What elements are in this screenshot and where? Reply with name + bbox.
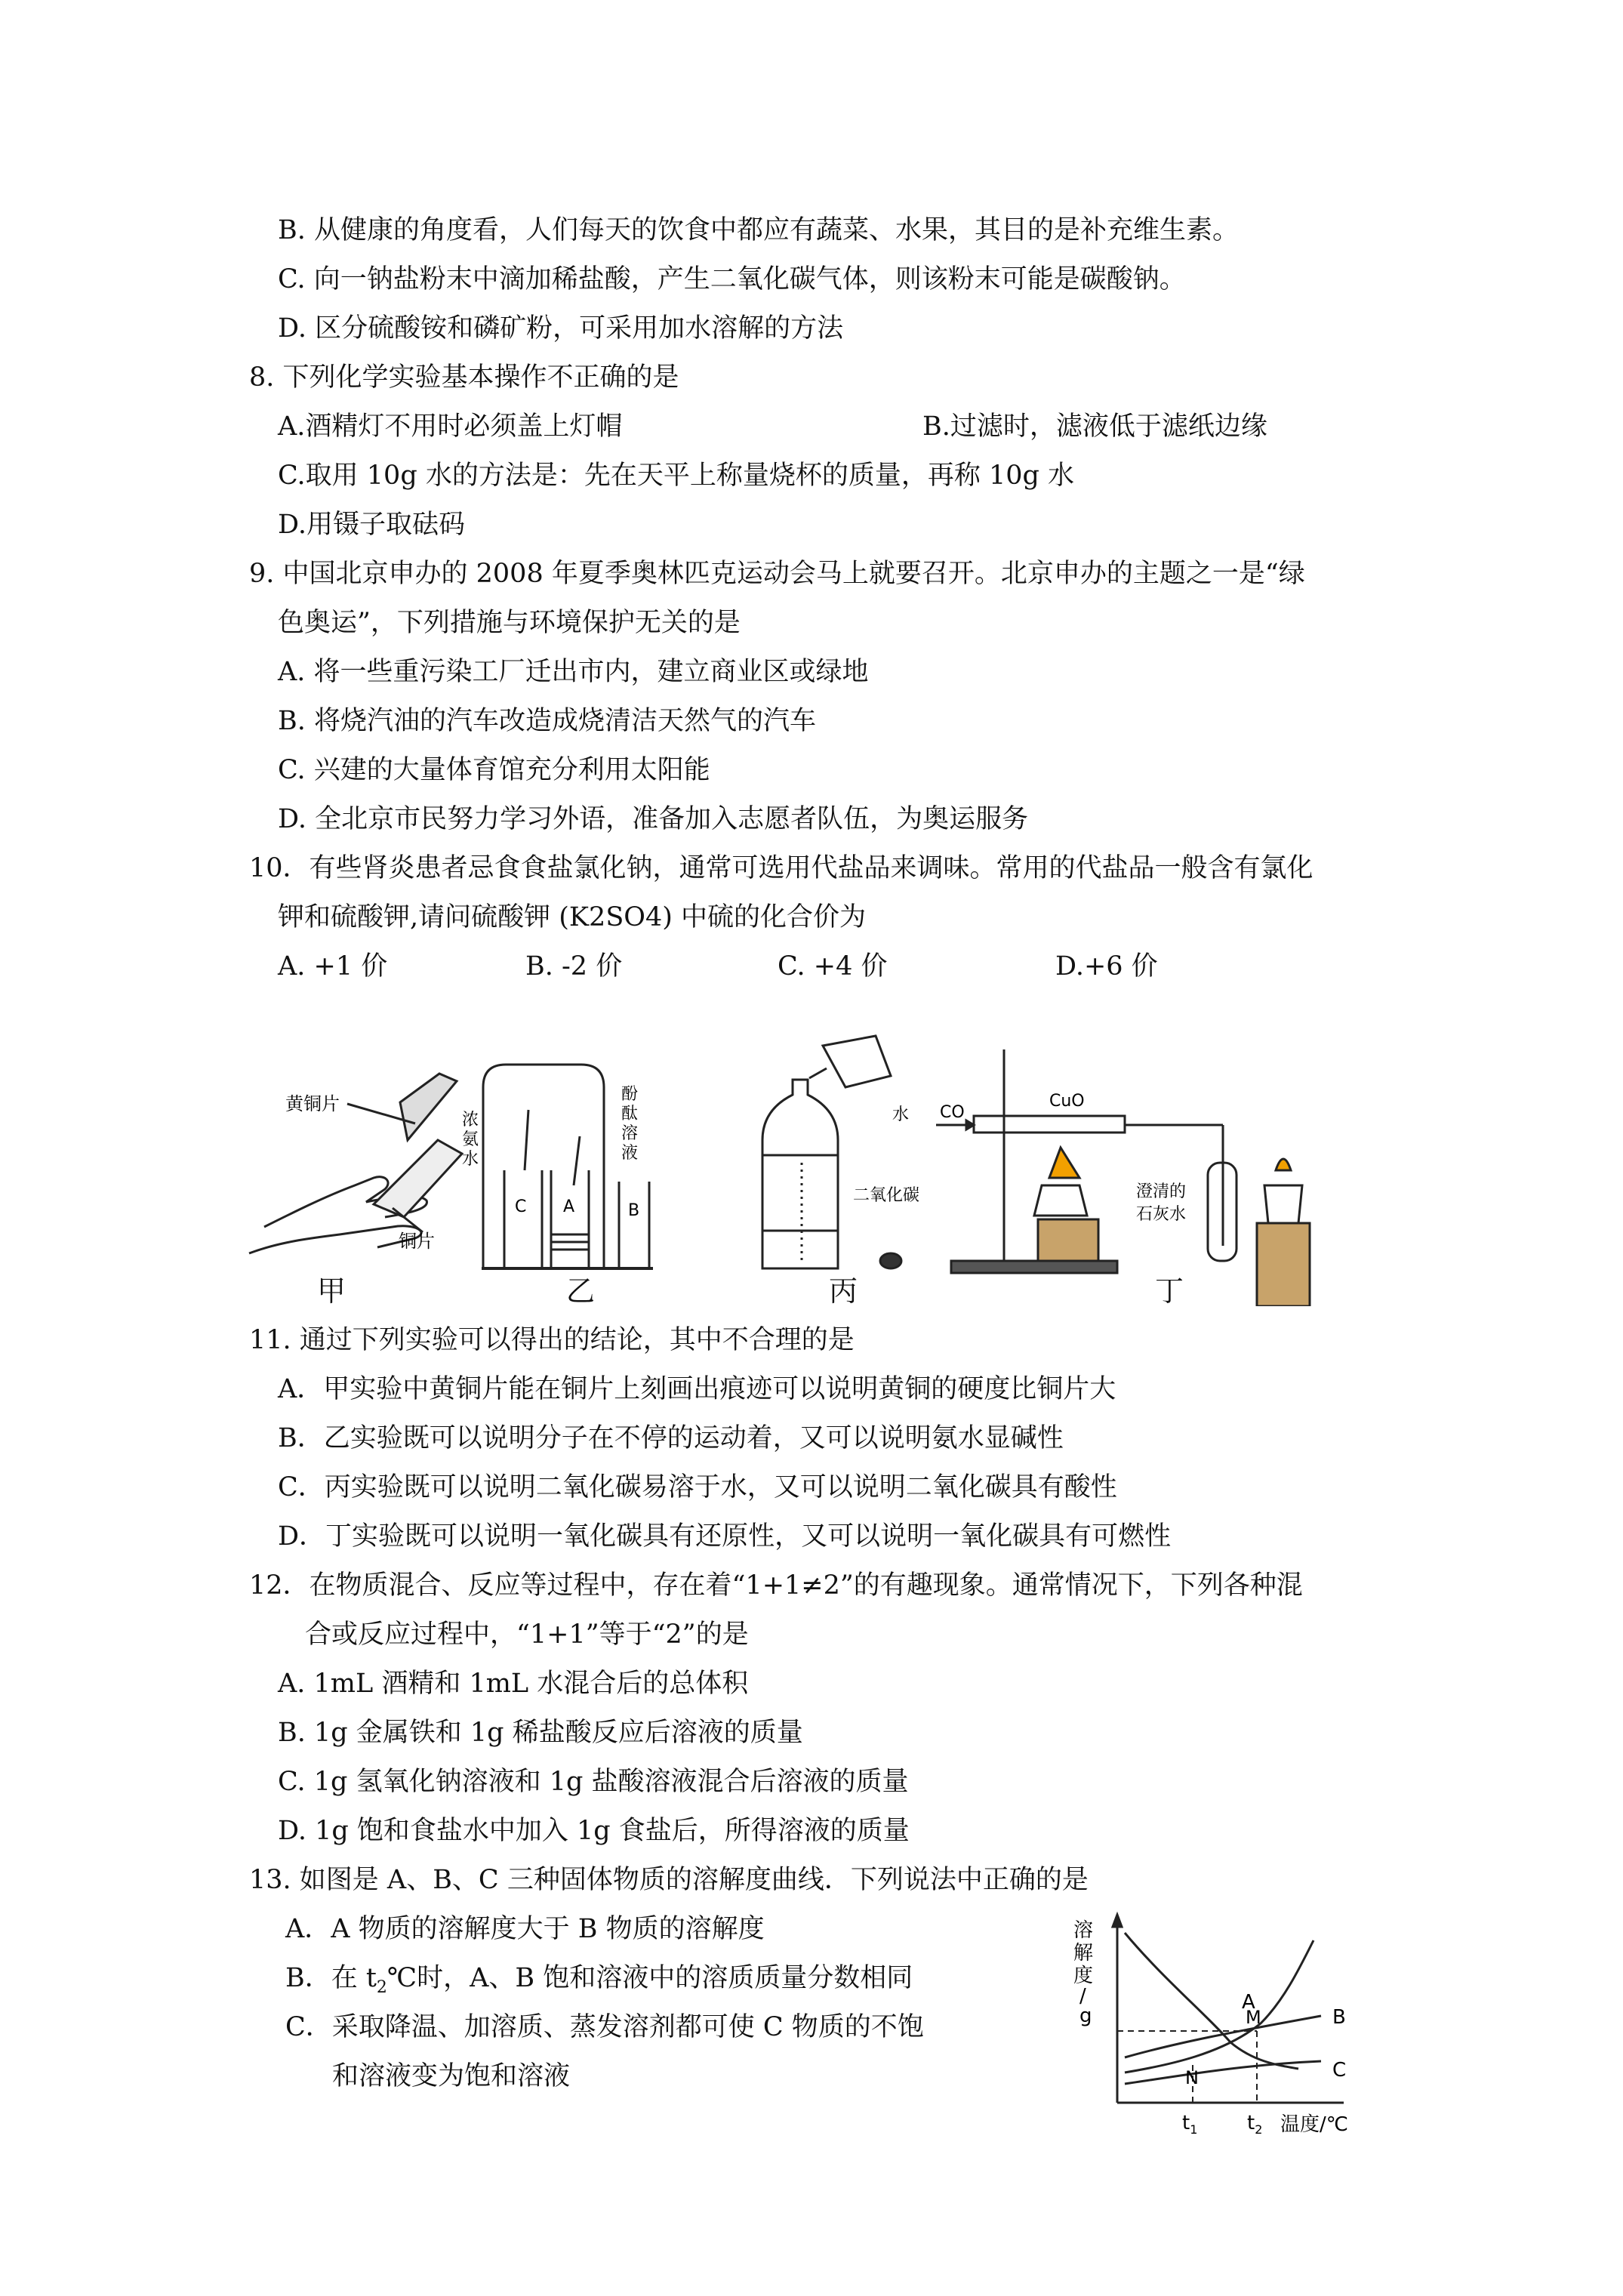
q7-option-c: C. 向一钠盐粉末中滴加稀盐酸，产生二氧化碳气体，则该粉末可能是碳酸钠。 [278, 264, 1186, 294]
caption-yi: 乙 [566, 1274, 596, 1308]
x-axis-label: 温度/℃ [1280, 2113, 1348, 2136]
beaker-a-label: A [563, 1197, 575, 1216]
q10-option-b: B. -2 价 [525, 951, 623, 982]
tick-t1: $t_1$ [1182, 2112, 1198, 2137]
y-label-5: g [1079, 2005, 1092, 2027]
q13-option-c-line1: C．采取降温、加溶质、蒸发溶剂都可使 C 物质的不饱 [285, 2012, 924, 2042]
q10-option-c: C. +4 价 [778, 951, 888, 982]
label-nonganshui [462, 1111, 484, 1169]
label-huangtongpian: 黄铜片 [285, 1093, 340, 1114]
label-cuo: CuO [1049, 1092, 1085, 1111]
y-label-1: 溶 [1073, 1919, 1094, 1942]
q11-option-b: B．乙实验既可以说明分子在不停的运动着，又可以说明氨水显碱性 [278, 1423, 1064, 1453]
q13-option-b-pre: B．在 t [285, 1963, 377, 1993]
curve-a [1125, 1940, 1313, 2073]
y-label-3: 度 [1073, 1965, 1094, 1987]
beaker-c-label: C [515, 1197, 527, 1216]
q11-stem: 11. 通过下列实验可以得出的结论，其中不合理的是 [249, 1325, 855, 1355]
experiment-figures [242, 1034, 1351, 1306]
q12-option-b: B. 1g 金属铁和 1g 稀盐酸反应后溶液的质量 [278, 1718, 803, 1748]
label-chengqing: 澄清的 [1136, 1182, 1187, 1201]
curve-c-label: C [1332, 2059, 1347, 2082]
nonganshui-line1: 浓 [462, 1111, 479, 1130]
q10-option-a: A. +1 价 [278, 951, 388, 982]
q10-stem-line1: 10．有些肾炎患者忌食食盐氯化钠，通常可选用代盐品来调味。常用的代盐品一般含有氯化 [249, 853, 1313, 883]
q12-option-a: A. 1mL 酒精和 1mL 水混合后的总体积 [278, 1669, 749, 1699]
curve-a-label: A [1242, 1991, 1255, 2014]
q12-stem-line1: 12．在物质混合、反应等过程中，存在着“1+1≠2”的有趣现象。通常情况下，下列各种混 [249, 1570, 1303, 1601]
y-label-4: / [1079, 1985, 1086, 2008]
label-shui: 水 [892, 1105, 910, 1124]
nonganshui-line3: 水 [462, 1150, 479, 1169]
figure-jia-hands [249, 1074, 462, 1253]
q13-option-c-line2: 和溶液变为饱和溶液 [332, 2061, 571, 2091]
curve-b [1125, 2016, 1321, 2057]
q13-option-a: A．A 物质的溶解度大于 B 物质的溶解度 [285, 1914, 765, 1944]
q8-stem: 8. 下列化学实验基本操作不正确的是 [249, 362, 679, 393]
q7-option-b: B. 从健康的角度看，人们每天的饮食中都应有蔬菜、水果，其目的是补充维生素。 [278, 215, 1239, 245]
y-label-2: 解 [1073, 1942, 1094, 1965]
label-shihuishui: 石灰水 [1136, 1205, 1187, 1224]
q8-option-a: A.酒精灯不用时必须盖上灯帽 [278, 411, 623, 442]
q11-option-c: C．丙实验既可以说明二氧化碳易溶于水，又可以说明二氧化碳具有酸性 [278, 1472, 1117, 1502]
caption-jia: 甲 [317, 1274, 346, 1308]
q9-option-c: C. 兴建的大量体育馆充分利用太阳能 [278, 755, 710, 785]
q13-option-b [285, 1962, 913, 2005]
q9-option-d: D. 全北京市民努力学习外语，准备加入志愿者队伍，为奥运服务 [278, 804, 1029, 834]
q12-option-d: D. 1g 饱和食盐水中加入 1g 食盐后，所得溶液的质量 [278, 1816, 910, 1846]
label-eryanghuatan: 二氧化碳 [853, 1186, 920, 1205]
q9-stem-line1: 9. 中国北京申办的 2008 年夏季奥林匹克运动会马上就要召开。北京申办的主题之一是“绿 [249, 559, 1305, 589]
q7-option-d: D. 区分硫酸铵和磷矿粉，可采用加水溶解的方法 [278, 313, 844, 344]
q9-stem-line2: 色奥运”，下列措施与环境保护无关的是 [278, 608, 741, 638]
q10-stem-line2: 钾和硫酸钾,请问硫酸钾 (K2SO4) 中硫的化合价为 [278, 902, 867, 932]
beaker-b-label: B [628, 1201, 640, 1220]
q11-option-a: A．甲实验中黄铜片能在铜片上刻画出痕迹可以说明黄铜的硬度比铜片大 [278, 1374, 1116, 1404]
solubility-curve-chart [1072, 1910, 1389, 2152]
curve-c [1125, 2061, 1321, 2084]
curve-c-upper [1125, 1933, 1298, 2069]
label-co: CO [940, 1103, 965, 1122]
q8-option-c: C.取用 10g 水的方法是：先在天平上称量烧杯的质量，再称 10g 水 [278, 461, 1075, 491]
tick-t2: $t_2$ [1247, 2112, 1263, 2137]
caption-bing: 丙 [829, 1274, 858, 1308]
q13-option-b-sub: 2 [376, 1978, 387, 1997]
q9-option-a: A. 将一些重污染工厂迁出市内，建立商业区或绿地 [278, 657, 869, 687]
y-axis-arrow [1113, 1915, 1122, 1927]
label-fentai: 酚 酞 溶 液 [621, 1085, 639, 1163]
figure-ding-apparatus [936, 1049, 1310, 1306]
q12-option-c: C. 1g 氢氧化钠溶液和 1g 盐酸溶液混合后溶液的质量 [278, 1767, 909, 1797]
q8-option-b: B.过滤时，滤液低于滤纸边缘 [922, 411, 1267, 442]
q9-option-b: B. 将烧汽油的汽车改造成烧清洁天然气的汽车 [278, 706, 816, 736]
point-n-label: N [1185, 2067, 1199, 2088]
q10-option-d: D.+6 价 [1055, 951, 1158, 982]
figure-bing-bottle [762, 1036, 901, 1268]
label-tongpian: 铜片 [399, 1231, 435, 1252]
q11-option-d: D．丁实验既可以说明一氧化碳具有还原性，又可以说明一氧化碳具有可燃性 [278, 1521, 1172, 1552]
curve-b-label: B [1332, 2006, 1346, 2029]
q13-option-b-post: ℃时，A、B 饱和溶液中的溶质质量分数相同 [387, 1963, 913, 1993]
q12-stem-line2: 合或反应过程中，“1+1”等于“2”的是 [305, 1620, 749, 1650]
point-m-label: M [1246, 2007, 1261, 2028]
caption-ding: 丁 [1155, 1274, 1184, 1308]
nonganshui-line2: 氨 [462, 1130, 479, 1149]
q13-stem: 13. 如图是 A、B、C 三种固体物质的溶解度曲线．下列说法中正确的是 [249, 1865, 1089, 1895]
q8-option-d: D.用镊子取砝码 [278, 510, 465, 540]
